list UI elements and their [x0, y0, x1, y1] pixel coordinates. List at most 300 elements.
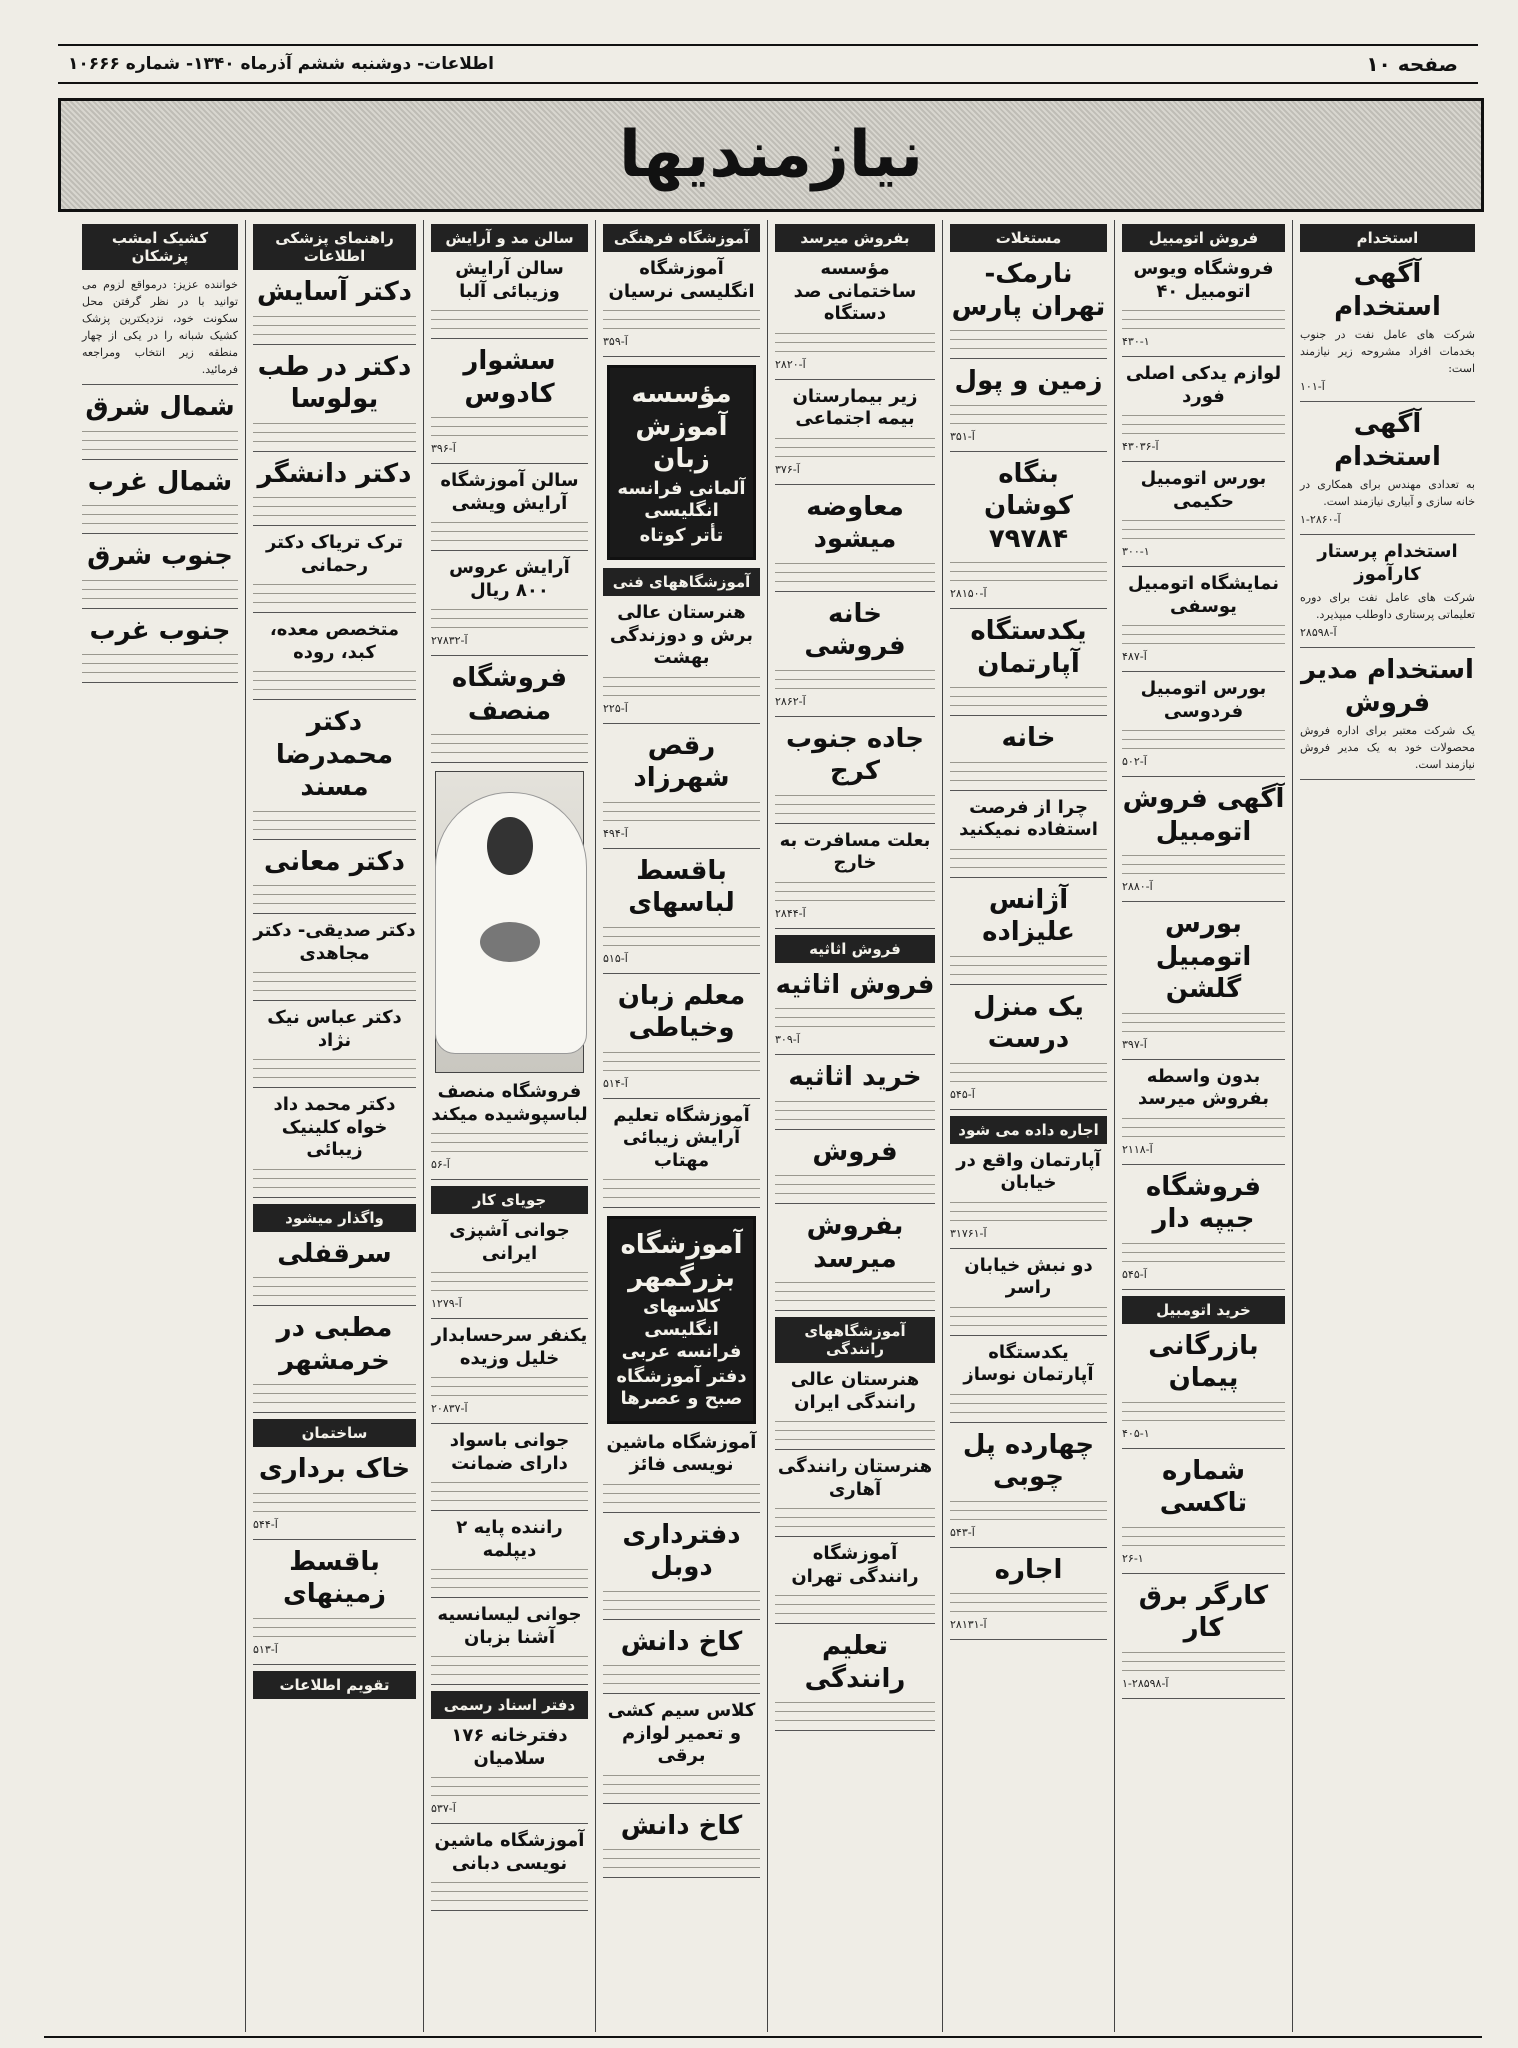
ad-separator [775, 1449, 935, 1450]
ad-separator [950, 608, 1107, 609]
ad-title: شمال شرق [85, 392, 235, 423]
ad-separator [82, 533, 238, 534]
ad-separator [775, 484, 935, 485]
ad-title: آموزشگاه ماشین نویسی فائز [606, 1431, 757, 1475]
ad-reference-code: آ-۵۴۴ [253, 1517, 278, 1531]
ad-separator [1122, 1573, 1285, 1574]
boxed-ad-line: آلمانی فرانسه انگلیسی [617, 477, 746, 521]
ad-body-filler [431, 413, 588, 439]
ad-separator [253, 839, 416, 840]
ad-separator [1122, 1059, 1285, 1060]
ad-title: آموزشگاه تعلیم آرایش زیبائی مهتاب [613, 1104, 750, 1171]
ad-title: مؤسسه ساختمانی صد دستگاه [793, 258, 917, 324]
ad-separator [431, 1423, 588, 1424]
column-1 [1292, 220, 1482, 2032]
ad-separator [775, 1623, 935, 1624]
ad-title: معلم زبان وخیاطی [617, 980, 746, 1043]
ad-body-filler [775, 1417, 935, 1443]
page-number: صفحه ۱۰ [1366, 52, 1458, 76]
ad-title: رقص شهرزاد [633, 730, 730, 793]
ad-title: فروشگاه منصف [451, 663, 568, 726]
ad-title: دکتر دانشگر [257, 458, 412, 489]
ad-body-filler [950, 1198, 1107, 1224]
ad-separator [431, 1179, 588, 1180]
ad-title: یک منزل درست [973, 991, 1084, 1054]
ad-title: استخدام پرستار کارآموز [1317, 541, 1458, 585]
ad-separator [1122, 1448, 1285, 1449]
ad-separator [1122, 566, 1285, 567]
ad-title: چرا از فرصت استفاده نمیکنید [959, 796, 1098, 840]
ad-separator [1122, 776, 1285, 777]
ad-title: لوازم یدکی اصلی فورد [1125, 363, 1282, 407]
ad-separator [775, 716, 935, 717]
ad-separator [603, 356, 760, 357]
ad-body-filler [775, 1698, 935, 1724]
ad-reference-code: آ-۵۱۴ [603, 1076, 628, 1090]
ad-title: تعلیم رانندگی [804, 1631, 906, 1694]
ad-reference-code: آ-۲۸۶۰-۱ [1300, 513, 1341, 527]
ad-title: راننده پایه ۲ دیپلمه [456, 1517, 563, 1561]
boxed-ad-line: تأتر کوتاه [639, 524, 724, 546]
ad-body-filler [1122, 621, 1285, 647]
ad-reference-code: آ-۵۶ [431, 1158, 450, 1171]
ad-body-filler [950, 1497, 1107, 1523]
boxed-ad [607, 1216, 756, 1424]
dateline: اطلاعات- دوشنبه ششم آذرماه ۱۳۴۰- شماره ۱۰۶۶۶ [68, 54, 495, 74]
ad-body-filler [775, 434, 935, 460]
ad-reference-code: آ-۲۸۵۹۸-۱ [1122, 1676, 1169, 1690]
ad-body-filler [253, 667, 416, 693]
ad-title: کلاس سیم کشی و تعمیر لوازم برقی [607, 1700, 756, 1766]
column-6 [423, 220, 595, 2032]
ad-body-filler [1122, 1523, 1285, 1549]
boxed-ad-line: کلاسهای انگلیسی فرانسه عربی [621, 1296, 742, 1362]
ad-reference-code: آ-۵۴۵ [1122, 1267, 1147, 1281]
ad-title: آموزشگاه انگلیسی نرسیان [608, 258, 755, 302]
ad-separator [603, 1803, 760, 1804]
section-header: اجاره داده می شود [950, 1116, 1107, 1144]
ad-body-filler [950, 1059, 1107, 1085]
ad-title: آرایش عروس ۸۰۰ ریال [449, 557, 570, 601]
ad-separator [950, 358, 1107, 359]
ad-reference-code: آ-۲۸۴۴ [775, 906, 806, 920]
ad-title: فروش اثاثیه [775, 969, 935, 1000]
ad-title: ترک تریاک دکتر رحمانی [265, 532, 404, 576]
ad-separator [1300, 401, 1475, 402]
ad-reference-code: ۴۰۵-۱ [1122, 1426, 1150, 1440]
ad-separator [603, 973, 760, 974]
ad-title: آموزشگاه رانندگی تهران [791, 1543, 919, 1587]
ad-title: دکتر محمد داد خواه کلینیک زیبائی [273, 1094, 396, 1160]
section-header: کشیک امشب پزشکان [82, 224, 238, 270]
ad-title: فروشگاه جیپه دار [1145, 1171, 1262, 1234]
ad-body-filler [1122, 1648, 1285, 1674]
ad-separator [82, 608, 238, 609]
ad-body-filler [950, 326, 1107, 352]
ad-title: چهارده پل چوبی [962, 1429, 1095, 1492]
ad-reference-code: آ-۵۴۵ [950, 1087, 975, 1101]
ad-body-filler [253, 1614, 416, 1640]
column-7 [245, 220, 423, 2032]
ad-body: یک شرکت معتبر برای اداره فروش محصولات خود به یک مدیر فروش نیازمند است. [1300, 724, 1475, 772]
page-bottom-rule [44, 2036, 1482, 2038]
ad-title: سشوار کادوس [463, 346, 556, 409]
ad-separator [431, 1910, 588, 1911]
ad-title: شماره تاکسی [1159, 1455, 1248, 1518]
ad-title: دکتر معانی [264, 846, 405, 877]
ad-separator [253, 1197, 416, 1198]
ad-title: خانه [1001, 723, 1056, 753]
ad-reference-code: آ-۳۱۷۶۱ [950, 1226, 987, 1240]
ad-reference-code: آ-۲۱۱۸ [1122, 1142, 1153, 1156]
ad-body-filler [950, 683, 1107, 709]
ad-body-filler [431, 1878, 588, 1904]
ad-body-filler [431, 1268, 588, 1294]
section-header: ساختمان [253, 1419, 416, 1447]
ad-body-filler [950, 1589, 1107, 1615]
ad-title: استخدام مدیر فروش [1301, 655, 1474, 718]
ad-separator [775, 1310, 935, 1311]
ad-reference-code: آ-۴۳۰۳۶ [1122, 440, 1159, 453]
ad-body-filler [950, 845, 1107, 871]
ad-body-filler [603, 923, 760, 949]
ad-separator [1300, 779, 1475, 780]
ad-separator [431, 1597, 588, 1598]
ad-title: سالن آموزشگاه آرایش ویشی [440, 470, 579, 514]
ad-body-filler [775, 1004, 935, 1030]
ad-separator [253, 1305, 416, 1306]
ad-body-filler [1122, 1114, 1285, 1140]
ad-separator [950, 877, 1107, 878]
section-header: آموزشگاه فرهنگی [603, 224, 760, 252]
ad-reference-code: آ-۲۸۱۳۱ [950, 1618, 987, 1631]
ad-separator [253, 699, 416, 700]
ad-title: آگهی استخدام [1334, 409, 1441, 472]
ad-separator [253, 612, 416, 613]
ad-separator [950, 1248, 1107, 1249]
ad-separator [603, 1693, 760, 1694]
ad-reference-code: آ-۴۸۷ [1122, 650, 1147, 663]
ad-separator [253, 913, 416, 914]
ad-title: بفروش میرسد [806, 1211, 904, 1274]
ad-reference-code: آ-۳۵۱ [950, 429, 975, 443]
section-header: خرید اتومبیل [1122, 1296, 1285, 1324]
ad-body-filler [431, 1773, 588, 1799]
ad-separator [603, 1207, 760, 1208]
ad-body-filler [253, 881, 416, 907]
page-header [58, 44, 1478, 84]
ad-title: فروشگاه ویوس اتومبیل ۴۰ [1133, 258, 1274, 302]
ad-title: آگهی فروش اتومبیل [1122, 784, 1285, 847]
ad-title: زمین و پول [954, 366, 1103, 396]
ad-separator [431, 550, 588, 551]
column-5 [595, 220, 767, 2032]
ad-separator [253, 451, 416, 452]
ad-body-filler [1122, 726, 1285, 752]
ad-body-filler [1122, 411, 1285, 437]
ad-body: شرکت های عامل نفت در جنوب بخدمات افراد مشروحه زیر نیازمند است: [1300, 328, 1475, 376]
ad-body-filler [950, 952, 1107, 978]
ad-separator [775, 1203, 935, 1204]
banner-title: نیازمندیها [618, 118, 924, 192]
ad-title: خاک برداری [258, 1454, 411, 1484]
ad-title: یکدستگاه آپارتمان [970, 616, 1087, 679]
ad-body-filler [603, 1175, 760, 1201]
ad-separator [431, 338, 588, 339]
boxed-ad [607, 365, 756, 560]
ad-reference-code: آ-۳۵۹ [603, 335, 628, 348]
section-header: بفروش میرسد [775, 224, 935, 252]
ad-separator [253, 1539, 416, 1540]
ad-body-filler [775, 878, 935, 904]
ad-title: دکتر آسایش [256, 277, 413, 307]
ad-title: مطبی در خرمشهر [276, 1313, 393, 1376]
ad-separator [950, 1639, 1107, 1640]
ad-reference-code: آ-۵۰۲ [1122, 755, 1147, 768]
ad-title: هنرستان عالی برش و دوزندگی بهشت [609, 602, 754, 668]
ad-reference-code: آ-۵۴۳ [950, 1525, 975, 1539]
ad-title: فروشگاه منصف لباسپوشیده میکند [431, 1081, 588, 1125]
ad-separator [253, 1000, 416, 1001]
ad-separator [1122, 1698, 1285, 1699]
section-header: تقویم اطلاعات [253, 1671, 416, 1699]
ad-body-filler [431, 1373, 588, 1399]
boxed-ad-line: دفتر آموزشگاه صبح و عصرها [616, 1365, 747, 1409]
ad-title: نمایشگاه اتومبیل یوسفی [1128, 573, 1279, 617]
ad-separator [603, 1877, 760, 1878]
ad-title: آگهی استخدام [1334, 259, 1441, 322]
ad-body-filler [431, 1129, 588, 1155]
column-3 [942, 220, 1114, 2032]
ad-body-filler [1122, 306, 1285, 332]
ad-separator [775, 379, 935, 380]
ad-reference-code: آ-۳۹۶ [431, 442, 456, 455]
ad-title: اجاره [994, 1554, 1063, 1585]
ad-title: سالن آرایش وزیبائی آلبا [455, 258, 564, 302]
ad-body-filler [82, 576, 238, 602]
ad-title: یکنفر سرحسابدار خلیل وزیده [431, 1325, 588, 1369]
ad-body-filler [431, 730, 588, 756]
ad-body-filler [950, 401, 1107, 427]
ad-reference-code: آ-۳۹۷ [1122, 1037, 1147, 1051]
ad-separator [950, 1109, 1107, 1110]
ad-reference-code: آ-۳۷۶ [775, 462, 800, 476]
ad-title: خانه فروشی [804, 598, 906, 661]
ad-body-filler [253, 493, 416, 519]
ad-title: یکدستگاه آپارتمان نوساز [963, 1341, 1094, 1385]
ad-body-filler [603, 1480, 760, 1506]
ad-separator [1122, 461, 1285, 462]
ad-body-filler [603, 798, 760, 824]
ad-separator [603, 1619, 760, 1620]
ad-body-filler [1122, 1239, 1285, 1265]
ad-title: نارمک- تهران پارس [951, 259, 1106, 322]
ad-separator [950, 984, 1107, 985]
ad-body-filler [603, 306, 760, 332]
ad-reference-code: ۴۳۰-۱ [1122, 335, 1150, 348]
ad-separator [1300, 534, 1475, 535]
ad-body-filler [431, 1652, 588, 1678]
section-header: آموزشگاههای رانندگی [775, 1317, 935, 1363]
ad-reference-code: آ-۵۱۳ [253, 1642, 278, 1656]
ad-separator [82, 459, 238, 460]
ad-separator [950, 451, 1107, 452]
ad-title: جوانی باسواد دارای ضمانت [449, 1430, 570, 1474]
ad-body-filler [253, 1380, 416, 1406]
ad-title: دکتر صدیقی- دکتر مجاهدی [253, 920, 416, 964]
ad-body-filler [603, 1845, 760, 1871]
ad-reference-code: آ-۵۱۵ [603, 951, 628, 965]
column-2 [1114, 220, 1292, 2032]
boxed-ad-line: مؤسسه آموزش زبان [631, 379, 732, 474]
boxed-ad-line: آموزشگاه بزرگمهر [620, 1230, 743, 1293]
ad-body-filler [603, 1048, 760, 1074]
classifieds-banner [58, 98, 1484, 212]
ad-body-filler [603, 1587, 760, 1613]
ad-body-filler [1122, 1009, 1285, 1035]
ad-reference-code: آ-۱۰۱ [1300, 380, 1325, 394]
ad-body-filler [950, 1303, 1107, 1329]
ad-body-filler [253, 1489, 416, 1515]
ad-separator [82, 682, 238, 683]
ad-body-filler [775, 1504, 935, 1530]
ad-title: جنوب شرق [87, 541, 233, 572]
ad-separator [775, 1129, 935, 1130]
ad-separator [603, 1098, 760, 1099]
ad-separator [775, 591, 935, 592]
ad-separator [431, 655, 588, 656]
ad-title: سرقفلی [277, 1238, 392, 1269]
ad-separator [775, 1054, 935, 1055]
ad-body-filler [253, 968, 416, 994]
ad-body-filler [775, 666, 935, 692]
ad-separator [431, 1318, 588, 1319]
ad-separator [603, 723, 760, 724]
ad-separator [950, 1422, 1107, 1423]
ad-separator [253, 1412, 416, 1413]
bride-illustration [435, 771, 584, 1073]
section-header: سالن مد و آرایش [431, 224, 588, 252]
ad-title: بعلت مسافرت به خارج [779, 829, 931, 873]
ad-reference-code: آ-۲۷۸۳۲ [431, 634, 468, 647]
ad-body-filler [431, 605, 588, 631]
ad-body-filler [775, 559, 935, 585]
ad-title: شمال غرب [87, 466, 233, 497]
ad-title: دفترخانه ۱۷۶ سلامیان [451, 1725, 568, 1769]
ad-separator [950, 715, 1107, 716]
ad-title: بازرگانی پیمان [1148, 1330, 1259, 1393]
ad-separator [1122, 671, 1285, 672]
ad-title: جوانی لیسانسیه آشنا بزبان [437, 1604, 582, 1648]
ad-body-filler [431, 306, 588, 332]
ad-title: جنوب غرب [89, 615, 231, 646]
ad-separator [253, 344, 416, 345]
ad-reference-code: آ-۲۸۶۲ [775, 694, 806, 708]
ad-title: جوانی آشپزی ایرانی [449, 1220, 570, 1264]
ad-separator [950, 1547, 1107, 1548]
ad-reference-code: آ-۲۲۵ [603, 701, 628, 715]
ad-body-filler [431, 1565, 588, 1591]
ad-title: بورس اتومبیل حکیمی [1140, 468, 1267, 512]
ad-body-filler [603, 1661, 760, 1687]
section-header: راهنمای پزشکی اطلاعات [253, 224, 416, 270]
column-8 [75, 220, 245, 2032]
ad-body-filler [82, 427, 238, 453]
ad-body-filler [1122, 516, 1285, 542]
ad-body-filler [1122, 1398, 1285, 1424]
ad-body-filler [253, 580, 416, 606]
ad-separator [775, 928, 935, 929]
ad-body-filler [775, 1591, 935, 1617]
ad-body-filler [253, 1165, 416, 1191]
ad-title: آموزشگاه ماشین نویسی دبانی [434, 1830, 585, 1874]
ad-separator [431, 1510, 588, 1511]
ad-title: آژانس علیزاده [982, 884, 1075, 947]
ad-separator [775, 1730, 935, 1731]
ad-title: بورس اتومبیل گلشن [1155, 909, 1252, 1004]
ad-body-filler [603, 673, 760, 699]
ad-title: دفترداری دوبل [622, 1519, 741, 1582]
ad-separator [253, 525, 416, 526]
section-header: دفتر اسناد رسمی [431, 1691, 588, 1719]
ad-separator [603, 848, 760, 849]
ad-title: کاخ دانش [620, 1810, 743, 1841]
ad-separator [950, 1335, 1107, 1336]
section-header: جویای کار [431, 1186, 588, 1214]
ad-reference-code: ۳۰۰-۱ [1122, 545, 1150, 558]
ad-body-filler [253, 312, 416, 338]
ad-body-filler [1122, 851, 1285, 877]
ad-body-filler [603, 1771, 760, 1797]
ad-title: هنرستان رانندگی آهاری [777, 1456, 933, 1500]
ad-separator [431, 1823, 588, 1824]
ad-reference-code: آ-۵۳۷ [431, 1802, 456, 1815]
ad-separator [431, 463, 588, 464]
ad-title: دو نبش خیابان راسر [964, 1254, 1093, 1298]
ad-reference-code: آ-۲۸۱۵۰ [950, 587, 987, 600]
ad-body-filler [775, 1097, 935, 1123]
ad-title: بدون واسطه بفروش میرسد [1138, 1065, 1269, 1109]
ad-reference-code: آ-۲۸۵۹۸ [1300, 626, 1337, 640]
section-header: استخدام [1300, 224, 1475, 252]
ad-title: دکتر محمدرضا مسند [275, 707, 394, 802]
ad-separator [603, 1512, 760, 1513]
ad-body: خواننده عزیز: درمواقع لزوم می توانید با در نظر گرفتن محل سکونت خود، نزدیکترین پزشک کشیک شبانه را در یکی از چهار منطقه زیر انتخاب ومراجعه فرمائید. [82, 278, 238, 377]
ad-body-filler [253, 419, 416, 445]
ad-separator [1122, 1164, 1285, 1165]
ad-title: فروش [812, 1136, 898, 1167]
ad-body-filler [431, 1478, 588, 1504]
ad-title: بنگاه کوشان ۷۹۷۸۴ [984, 458, 1073, 554]
section-header: مستغلات [950, 224, 1107, 252]
section-header: فروش اتومبیل [1122, 224, 1285, 252]
ad-body-filler [950, 1390, 1107, 1416]
section-header: فروش اثاثیه [775, 935, 935, 963]
ad-body-filler [253, 807, 416, 833]
ad-reference-code: آ-۲۸۲۰ [775, 357, 806, 371]
ad-title: دکتر در طب یولوسا [257, 351, 412, 414]
ad-separator [253, 1664, 416, 1665]
ad-body-filler [775, 329, 935, 355]
ad-reference-code: آ-۲۸۸۰ [1122, 880, 1153, 893]
ad-body-filler [775, 1278, 935, 1304]
ad-body-filler [431, 518, 588, 544]
ad-body-filler [950, 758, 1107, 784]
ad-title: هنرستان عالی رانندگی ایران [790, 1369, 920, 1413]
ad-title: کارگر برق کار [1138, 1580, 1269, 1643]
ad-body-filler [775, 1171, 935, 1197]
ad-separator [253, 1087, 416, 1088]
